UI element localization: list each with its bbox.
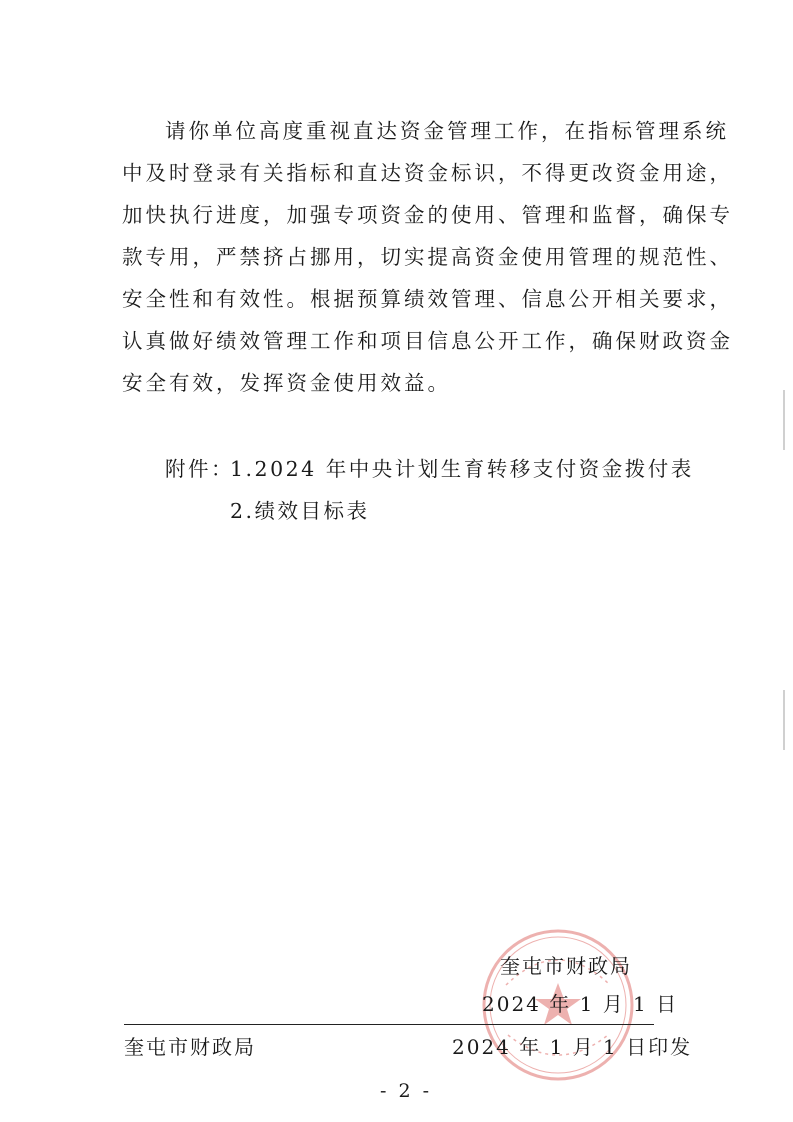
attachment-label: 附件： <box>165 457 234 481</box>
footer-divider <box>124 1024 654 1025</box>
body-line-3: 加快执行进度，加强专项资金的使用、管理和监督，确保专 <box>122 203 733 227</box>
body-line-5: 安全性和有效性。根据预算绩效管理、信息公开相关要求， <box>122 287 733 311</box>
footer-issuing-org: 奎屯市财政局 <box>124 1035 256 1059</box>
body-line-1: 请你单位高度重视直达资金管理工作，在指标管理系统 <box>165 119 729 143</box>
body-line-7: 安全有效，发挥资金使用效益。 <box>122 371 451 395</box>
attachment-item-2: 2.绩效目标表 <box>230 499 370 523</box>
body-line-2: 中及时登录有关指标和直达资金标识，不得更改资金用途， <box>122 161 733 185</box>
page-number: - 2 - <box>380 1080 433 1102</box>
footer-print-date: 2024 年 1 月 1 日印发 <box>452 1035 693 1059</box>
scan-edge-mark <box>783 390 785 450</box>
body-line-6: 认真做好绩效管理工作和项目信息公开工作，确保财政资金 <box>122 329 733 353</box>
signature-issuer: 奎屯市财政局 <box>500 954 632 978</box>
signature-date: 2024 年 1 月 1 日 <box>482 992 679 1016</box>
scan-edge-mark <box>783 690 785 750</box>
attachment-item-1: 1.2024 年中央计划生育转移支付资金拨付表 <box>230 457 694 481</box>
body-line-4: 款专用，严禁挤占挪用，切实提高资金使用管理的规范性、 <box>122 245 733 269</box>
